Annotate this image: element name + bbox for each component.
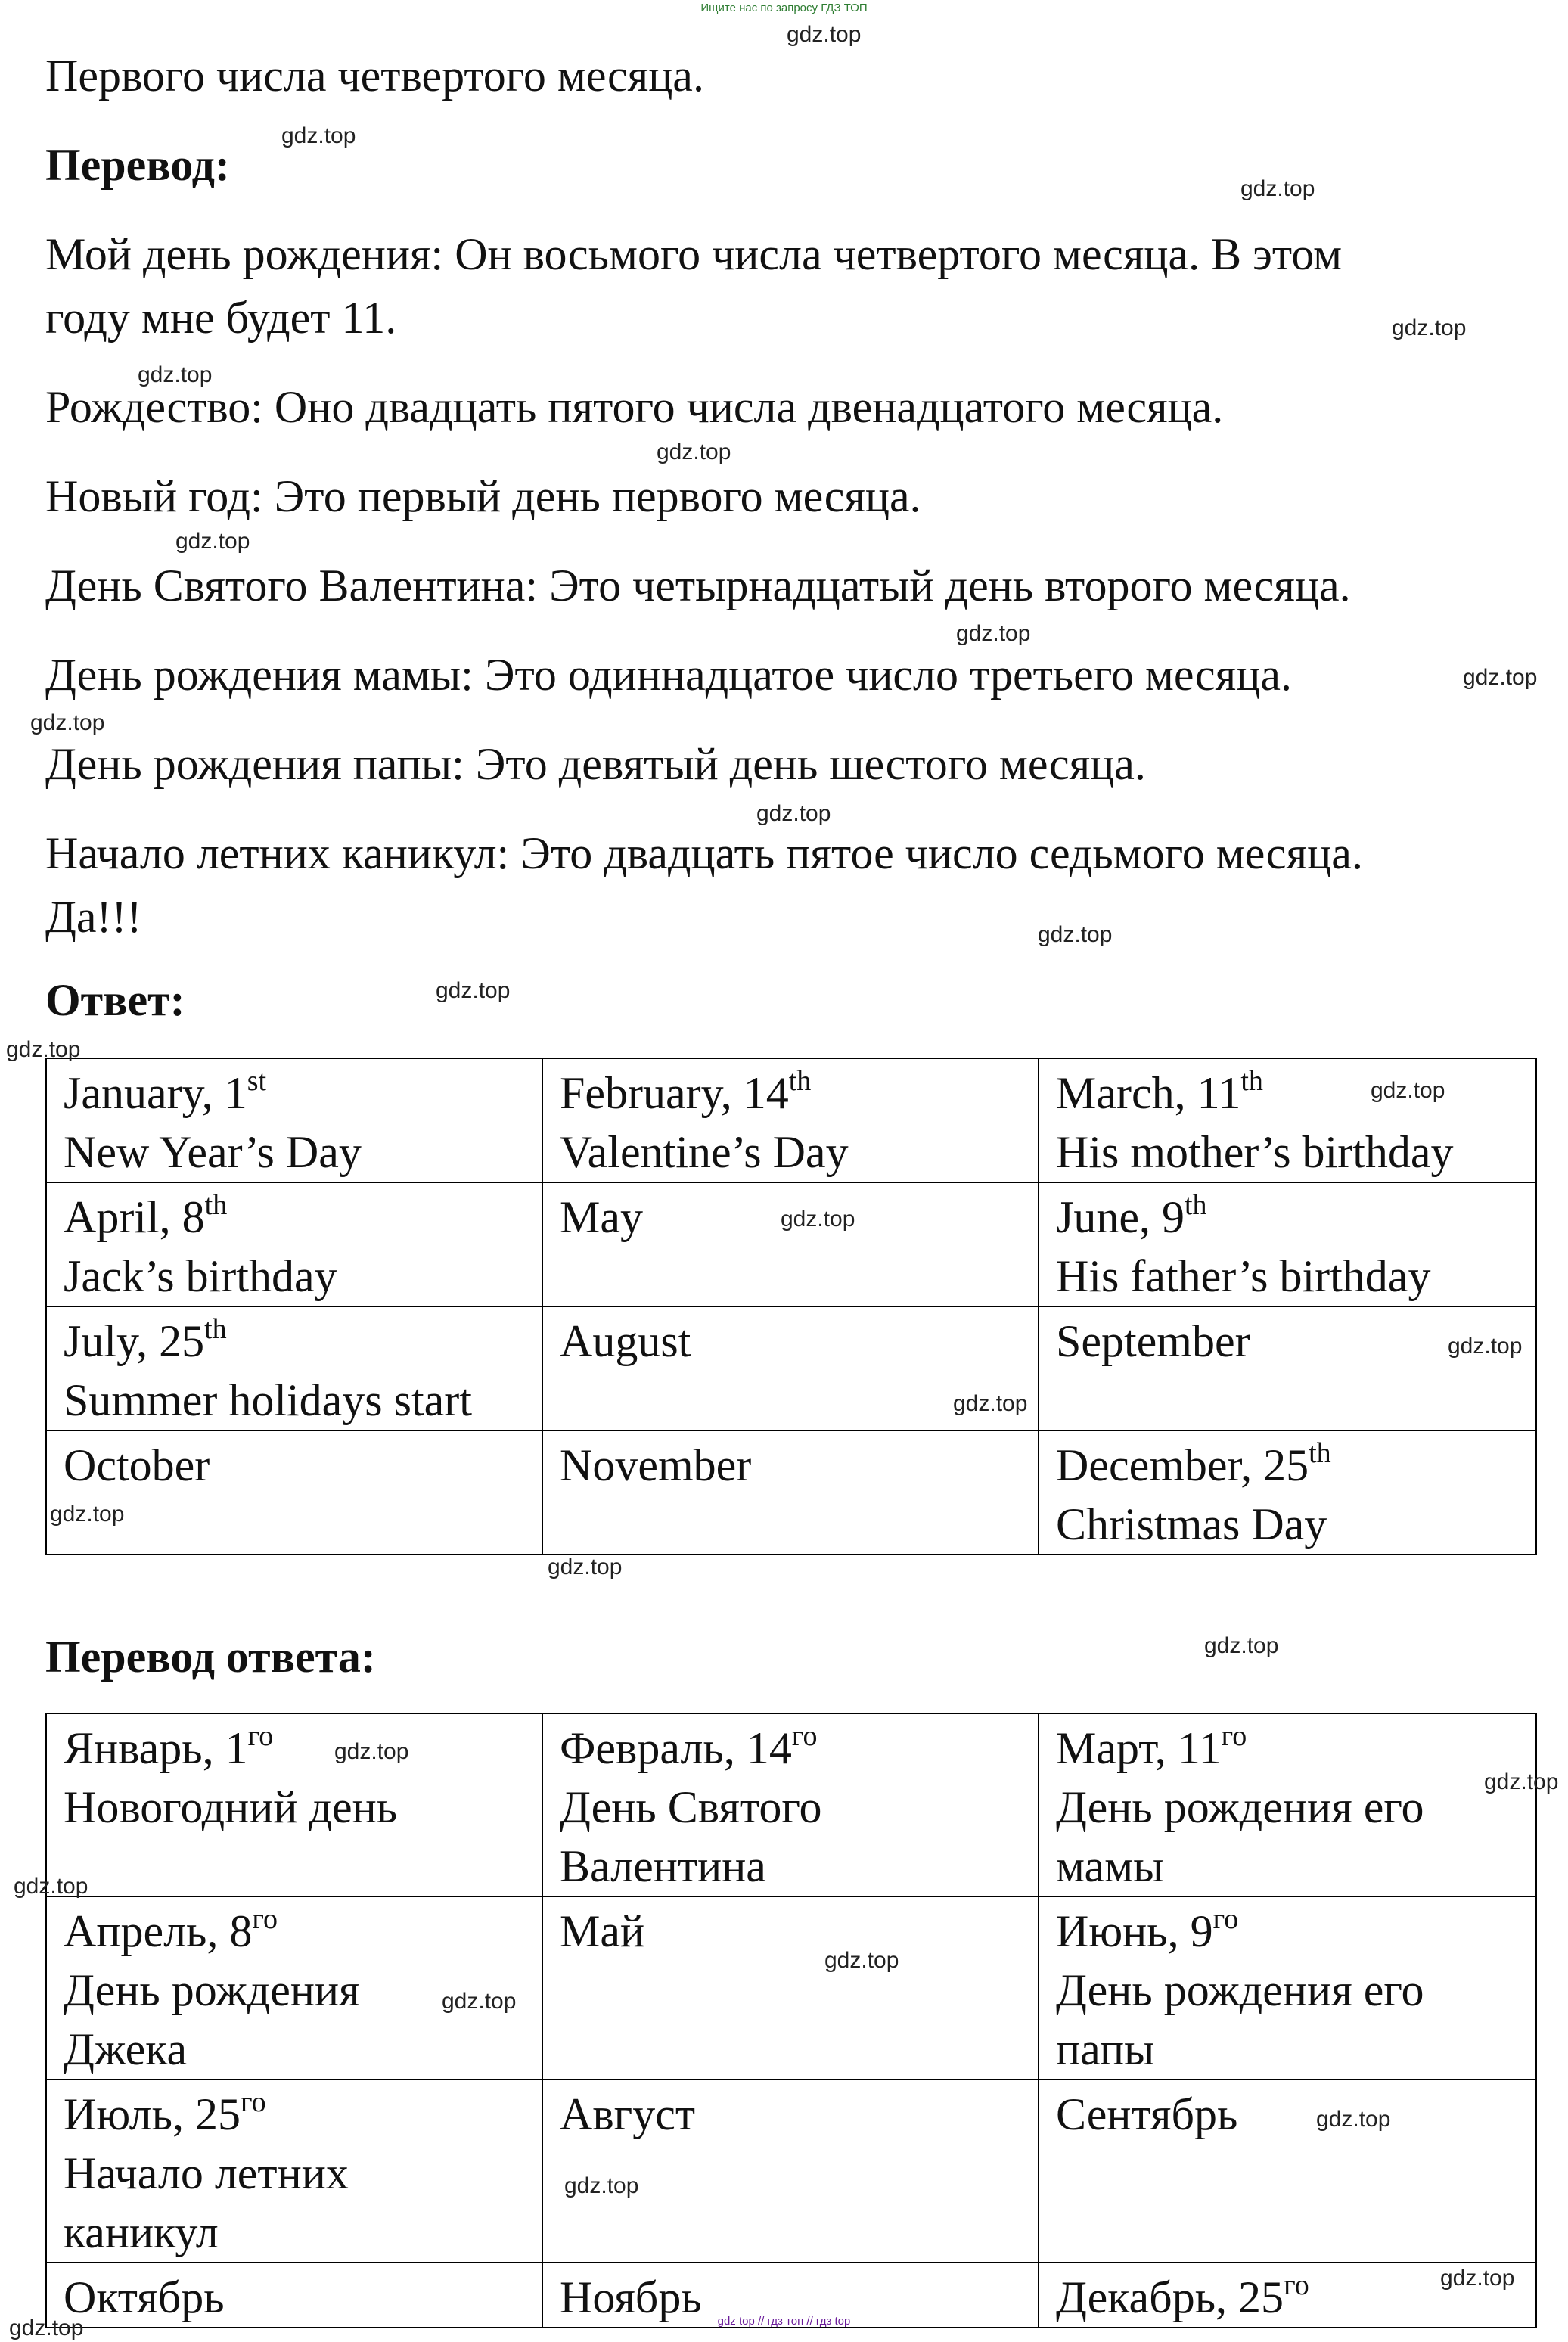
table-row (46, 1713, 1536, 1896)
answer-heading: Ответ: (45, 975, 185, 1025)
watermark-text: gdz.top (1240, 176, 1315, 201)
translation-line: День рождения папы: Это девятый день шестого месяца. (45, 739, 1146, 789)
translation-cell: Июнь, $9^{го}$ День рождения его папы (1039, 1896, 1536, 2080)
translation-cell: Март, $11^{го}$ День рождения его мамы (1039, 1713, 1536, 1896)
answer-table (45, 1058, 1537, 1555)
watermark-text: gdz.top (657, 440, 731, 464)
watermark-text: gdz.top (787, 22, 862, 47)
translation-heading: Перевод: (45, 140, 230, 190)
watermark-text: gdz.top (50, 1502, 125, 1527)
watermark-text: gdz.top (756, 801, 831, 826)
watermark-text: gdz.top (564, 2173, 639, 2198)
answer-cell: December, 25th Christmas Day (1039, 1430, 1536, 1555)
table-row (46, 1896, 1536, 2080)
table-row (46, 1058, 1536, 1182)
translation-cell: Август (542, 2080, 1039, 2263)
answer-cell: June, 9th His father’s birthday (1039, 1182, 1536, 1306)
translation-cell: Январь, $1^{го}$ Новогодний день (46, 1713, 542, 1896)
watermark-text: gdz.top (334, 1739, 409, 1764)
watermark-text: gdz.top (824, 1948, 899, 1973)
watermark-text: gdz.top (1392, 315, 1467, 340)
translation-line: году мне будет 11. (45, 293, 397, 343)
watermark-text: gdz.top (14, 1874, 88, 1899)
watermark-text: gdz.top (1371, 1078, 1445, 1103)
table-row (46, 1430, 1536, 1555)
translation-line: Рождество: Оно двадцать пятого числа двенадцатого месяца. (45, 382, 1224, 432)
translation-cell: Апрель, $8^{го}$ День рождения Джека (46, 1896, 542, 2080)
watermark-text: gdz.top (30, 710, 105, 735)
answer-cell: October (46, 1430, 542, 1555)
translation-line: Новый год: Это первый день первого месяца. (45, 471, 921, 521)
watermark-text: gdz.top (1484, 1769, 1559, 1794)
watermark-text: gdz.top (548, 1555, 623, 1579)
answer-cell: August (542, 1306, 1039, 1430)
top-banner: Ищите нас по запросу ГДЗ ТОП (700, 2, 868, 14)
watermark-text: gdz.top (175, 529, 250, 554)
watermark-text: gdz.top (1038, 922, 1113, 947)
intro-line: Первого числа четвертого месяца. (45, 51, 704, 101)
watermark-text: gdz.top (9, 2316, 84, 2340)
answer-cell: November (542, 1430, 1039, 1555)
answer-cell: April, 8th Jack’s birthday (46, 1182, 542, 1306)
answer-translation-heading: Перевод ответа: (45, 1632, 376, 1682)
translation-line: Мой день рождения: Он восьмого числа четвертого месяца. В этом (45, 229, 1343, 279)
watermark-text: gdz.top (281, 123, 356, 148)
watermark-text: gdz.top (1316, 2107, 1391, 2132)
translation-line: День Святого Валентина: Это четырнадцатый день второго месяца. (45, 561, 1351, 610)
translation-cell: Май (542, 1896, 1039, 2080)
watermark-text: gdz.top (1448, 1334, 1523, 1359)
watermark-text: gdz.top (1440, 2266, 1515, 2291)
table-row (46, 1306, 1536, 1430)
answer-cell: May (542, 1182, 1039, 1306)
translation-cell: Ноябрь (542, 2263, 1039, 2328)
translation-line: Начало летних каникул: Это двадцать пятое число седьмого месяца. (45, 828, 1363, 878)
translation-cell: Сентябрь (1039, 2080, 1536, 2263)
watermark-text: gdz.top (436, 978, 511, 1003)
watermark-text: gdz.top (138, 362, 213, 387)
watermark-text: gdz.top (442, 1989, 517, 2014)
watermark-text: gdz.top (1204, 1633, 1279, 1658)
answer-cell: September (1039, 1306, 1536, 1430)
translation-line: День рождения мамы: Это одиннадцатое число третьего месяца. (45, 650, 1292, 700)
answer-cell: March, 11th His mother’s birthday (1039, 1058, 1536, 1182)
translation-cell: Июль, $25^{го}$ Начало летних каникул (46, 2080, 542, 2263)
bottom-banner: gdz top // гдз топ // гдз top (717, 2315, 851, 2328)
watermark-text: gdz.top (956, 621, 1031, 646)
translation-line: Да!!! (45, 892, 142, 942)
answer-cell: January, 1st New Year’s Day (46, 1058, 542, 1182)
table-row (46, 2080, 1536, 2263)
translation-cell: Октябрь (46, 2263, 542, 2328)
watermark-text: gdz.top (781, 1207, 855, 1232)
watermark-text: gdz.top (953, 1391, 1028, 1416)
translation-table (45, 1713, 1537, 2328)
table-row (46, 1182, 1536, 1306)
watermark-text: gdz.top (6, 1037, 81, 1062)
translation-cell: Декабрь, $25^{го}$ (1039, 2263, 1536, 2328)
translation-cell: Февраль, $14^{го}$ День Святого Валентина (542, 1713, 1039, 1896)
watermark-text: gdz.top (1463, 665, 1538, 690)
answer-cell: February, 14th Valentine’s Day (542, 1058, 1039, 1182)
answer-cell: July, 25th Summer holidays start (46, 1306, 542, 1430)
